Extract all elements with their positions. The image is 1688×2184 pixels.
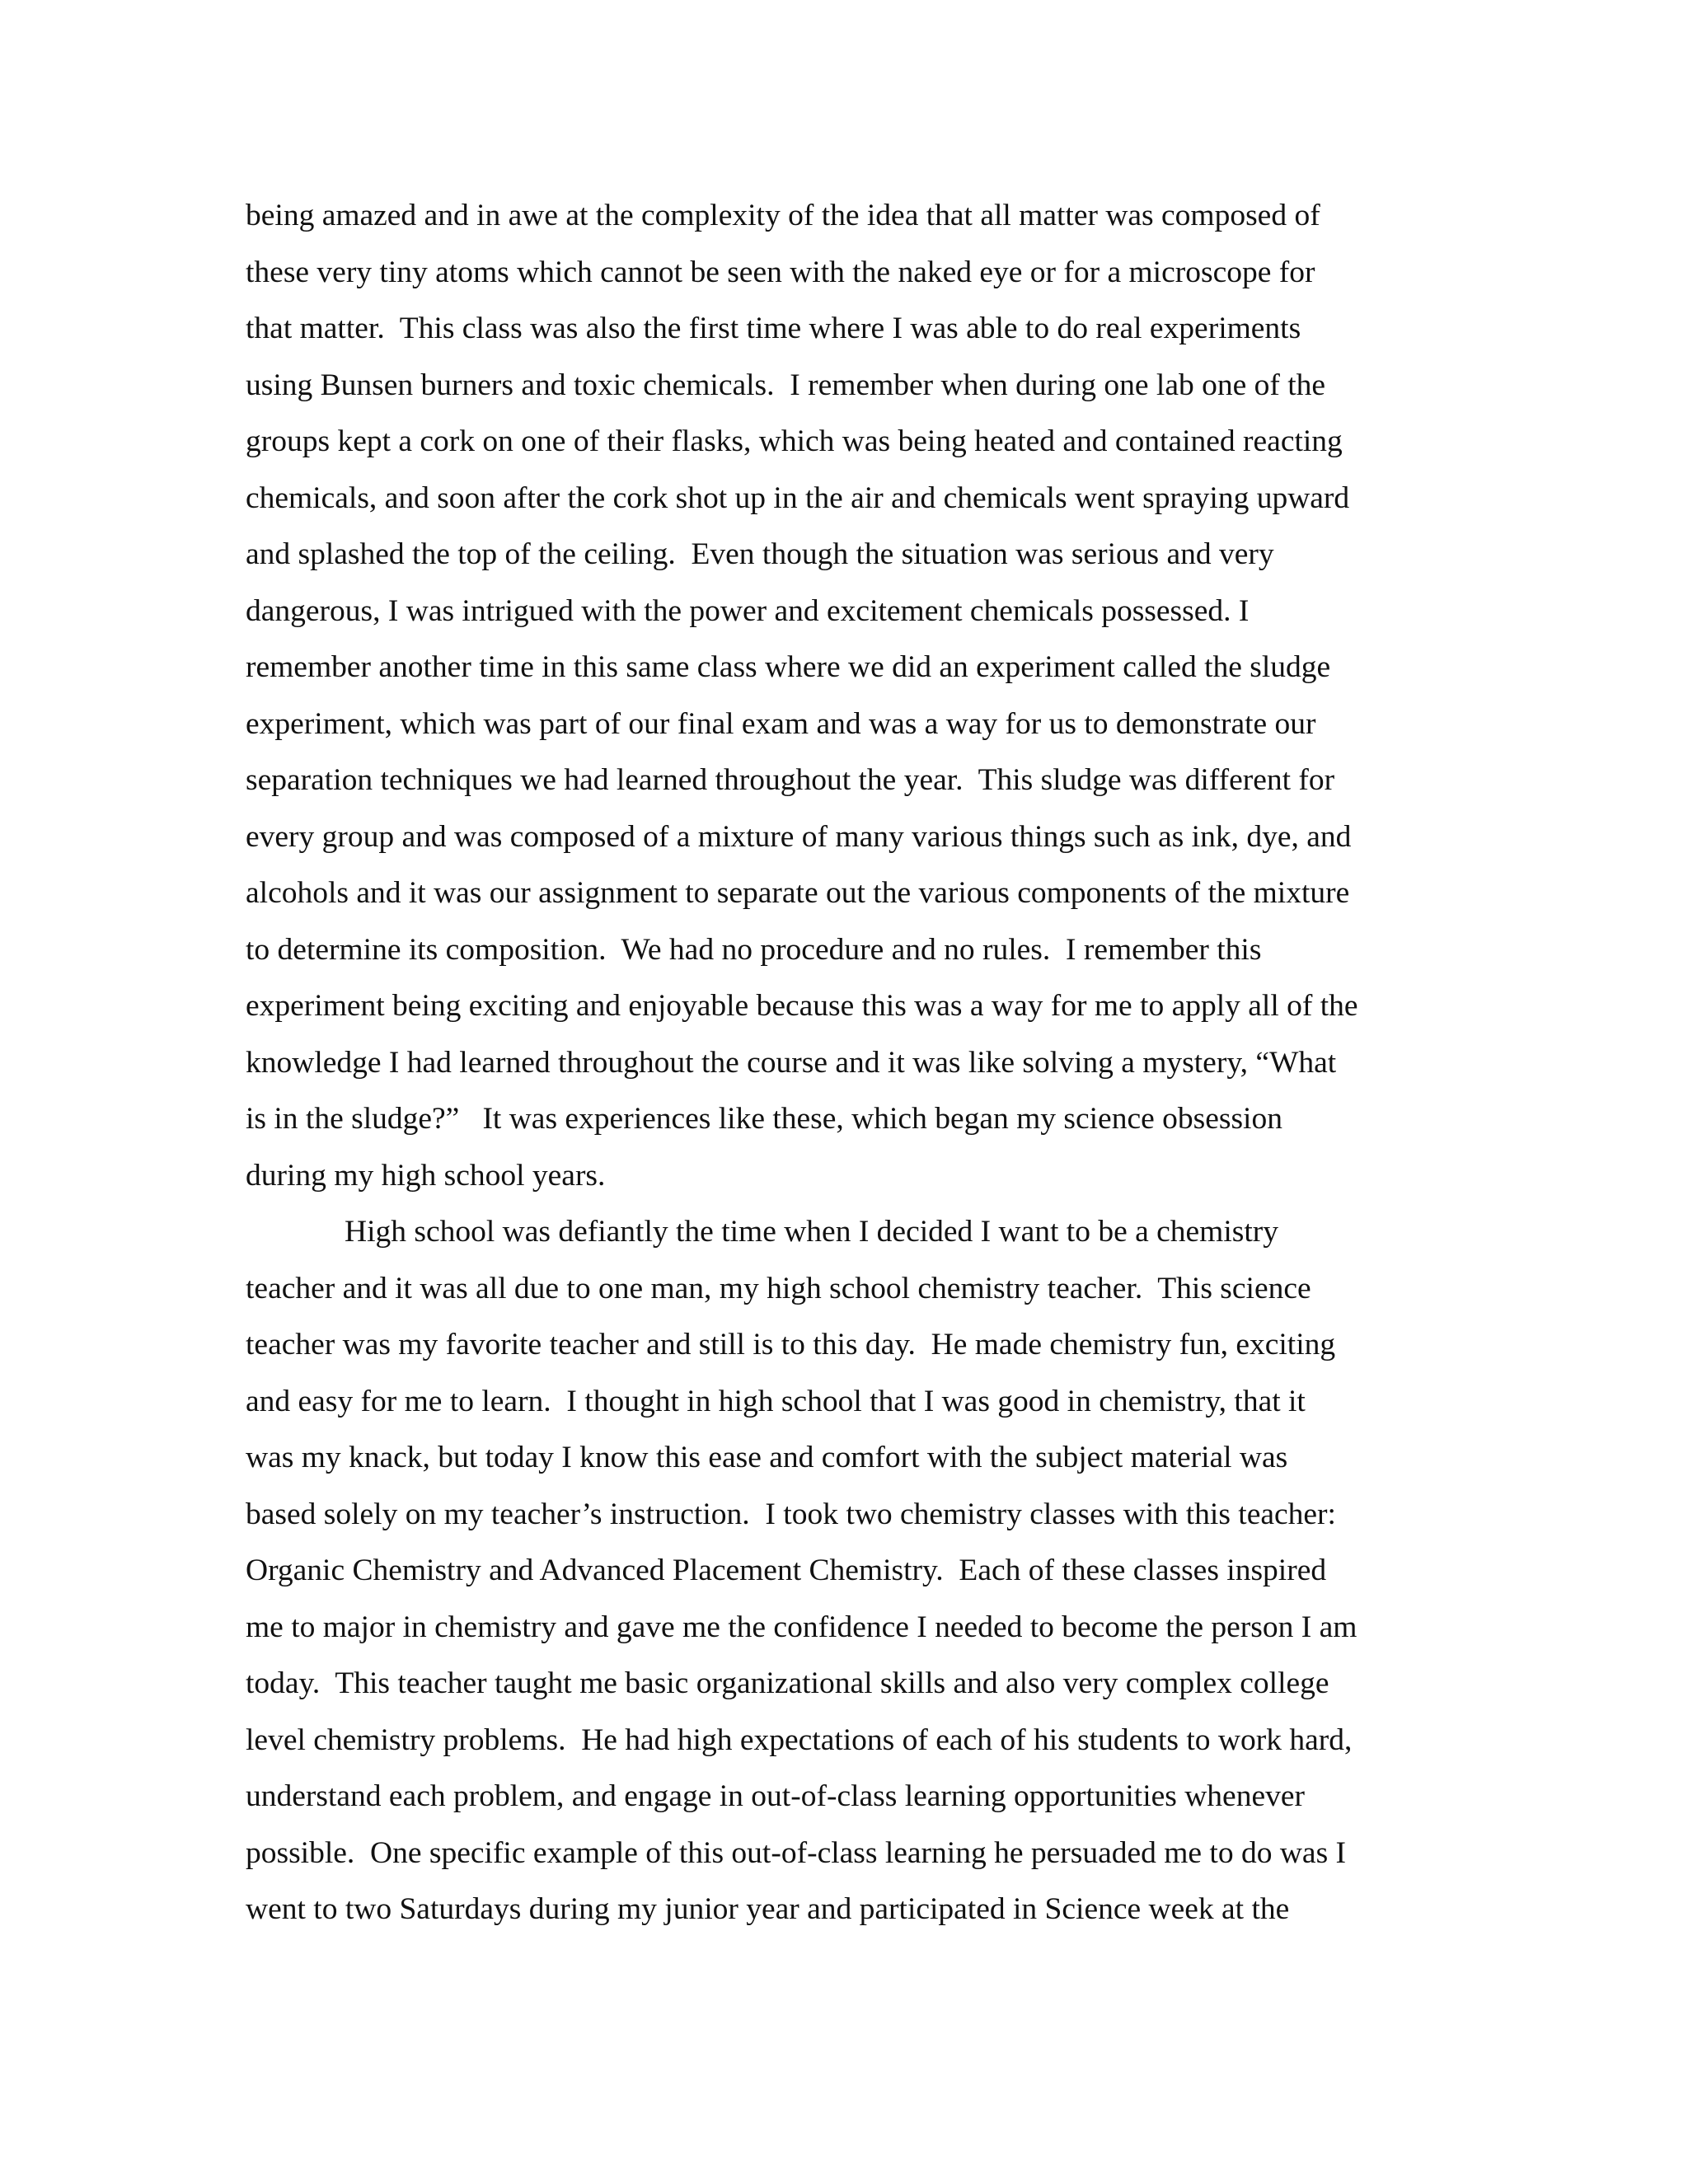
text-line: teacher was my favorite teacher and still is to this day. He made chemistry fun, exciting: [246, 1328, 1336, 1361]
text-line: Organic Chemistry and Advanced Placement Chemistry. Each of these classes inspired: [246, 1554, 1327, 1587]
text-line: possible. One specific example of this out-of-class learning he persuaded me to do was I: [246, 1835, 1347, 1870]
text-line: using Bunsen burners and toxic chemicals. I remember when during one lab one of the: [246, 368, 1326, 402]
text-line: today. This teacher taught me basic organizational skills and also very complex college: [246, 1666, 1329, 1700]
text-line: experiment, which was part of our final exam and was a way for us to demonstrate our: [246, 706, 1316, 741]
text-line: experiment being exciting and enjoyable because this was a way for me to apply all of the: [246, 989, 1358, 1023]
text-line: being amazed and in awe at the complexity of the idea that all matter was composed of: [246, 199, 1320, 232]
text-line: me to major in chemistry and gave me the confidence I needed to become the person I am: [246, 1610, 1357, 1644]
text-line: to determine its composition. We had no procedure and no rules. I remember this: [246, 932, 1262, 967]
text-line: understand each problem, and engage in out-of-class learning opportunities whenever: [246, 1779, 1305, 1813]
paragraph-first-line: High school was defiantly the time when I decided I want to be a chemistry: [345, 1215, 1279, 1249]
text-line: separation techniques we had learned throughout the year. This sludge was different for: [246, 763, 1335, 797]
text-line: remember another time in this same class where we did an experiment called the sludge: [246, 650, 1331, 684]
text-line: based solely on my teacher’s instruction. I took two chemistry classes with this teacher:: [246, 1497, 1336, 1531]
text-line: and splashed the top of the ceiling. Even though the situation was serious and very: [246, 537, 1274, 571]
text-line: dangerous, I was intrigued with the power and excitement chemicals possessed. I: [246, 593, 1250, 628]
text-line: teacher and it was all due to one man, my high school chemistry teacher. This science: [246, 1271, 1311, 1305]
text-line: is in the sludge?” It was experiences like these, which began my science obsession: [246, 1102, 1282, 1136]
text-line: went to two Saturdays during my junior year and participated in Science week at the: [246, 1892, 1290, 1926]
text-line: and easy for me to learn. I thought in high school that I was good in chemistry, that it: [246, 1384, 1306, 1418]
text-line: these very tiny atoms which cannot be seen with the naked eye or for a microscope for: [246, 255, 1315, 289]
text-line: level chemistry problems. He had high expectations of each of his students to work hard,: [246, 1722, 1353, 1757]
body-text: [246, 188, 1449, 1938]
text-line: every group and was composed of a mixture of many various things such as ink, dye, and: [246, 819, 1352, 854]
text-line: knowledge I had learned throughout the course and it was like solving a mystery, “What: [246, 1045, 1337, 1080]
text-line: groups kept a cork on one of their flasks, which was being heated and contained reacting: [246, 424, 1343, 458]
text-line: chemicals, and soon after the cork shot up in the air and chemicals went spraying upward: [246, 480, 1350, 515]
text-line: was my knack, but today I know this ease and comfort with the subject material was: [246, 1441, 1288, 1474]
text-line: during my high school years.: [246, 1158, 606, 1193]
text-line: alcohols and it was our assignment to separate out the various components of the mixture: [246, 876, 1350, 910]
text-line: that matter. This class was also the first time where I was able to do real experiments: [246, 312, 1301, 345]
